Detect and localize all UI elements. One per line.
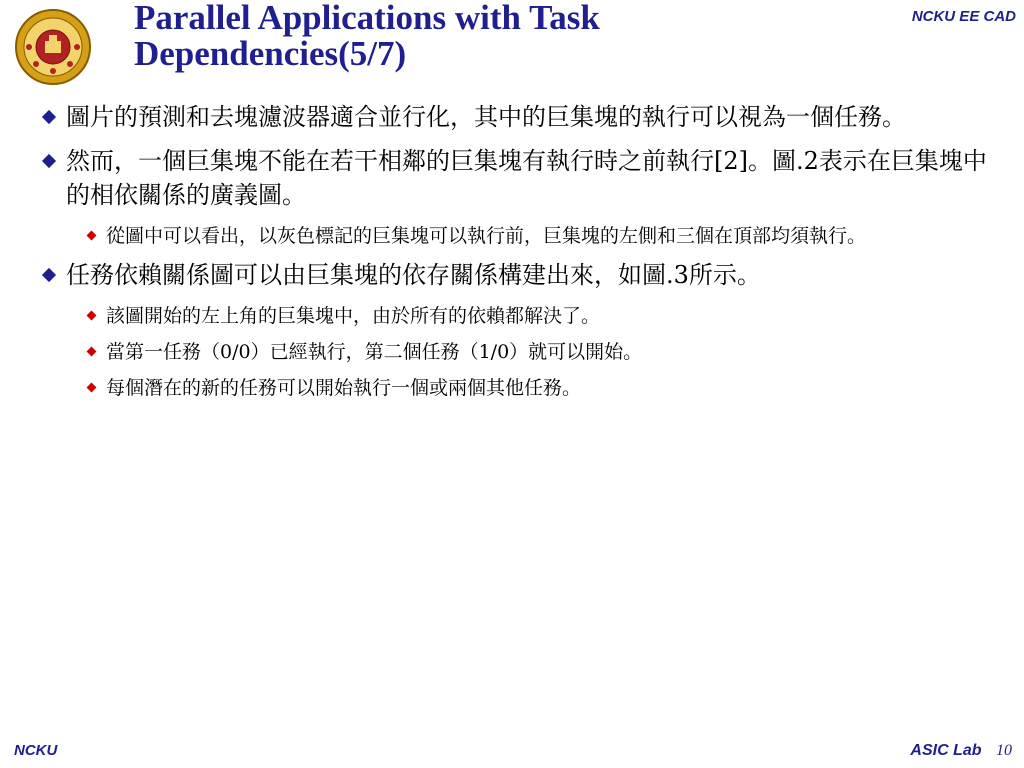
bullet-text: 然而，一個巨集塊不能在若干相鄰的巨集塊有執行時之前執行[2]。圖.2表示在巨集塊中的相依關係的廣義圖。 <box>66 147 987 209</box>
sub-bullet-text: 從圖中可以看出，以灰色標記的巨集塊可以執行前，巨集塊的左側和三個在頂部均須執行。 <box>106 225 867 247</box>
sub-bullet-text: 每個潛在的新的任務可以開始執行一個或兩個其他任務。 <box>106 377 582 399</box>
bullet-level1 <box>42 144 992 212</box>
bullet-level2 <box>86 338 992 366</box>
diamond-bullet-icon <box>42 268 56 282</box>
page-number: 10 <box>996 742 1012 759</box>
university-seal-logo <box>14 8 92 86</box>
diamond-bullet-icon <box>87 311 97 321</box>
diamond-bullet-icon <box>87 231 97 241</box>
bullet-level2 <box>86 374 992 402</box>
university-seal-icon <box>14 8 92 86</box>
slide-content <box>42 100 992 410</box>
diamond-bullet-icon <box>87 347 97 357</box>
sub-bullet-text: 該圖開始的左上角的巨集塊中，由於所有的依賴都解決了。 <box>106 305 601 327</box>
diamond-bullet-icon <box>42 110 56 124</box>
diamond-bullet-icon <box>87 383 97 393</box>
slide-title: Parallel Applications with Task Dependencies(5/7) <box>134 0 600 73</box>
diamond-bullet-icon <box>42 154 56 168</box>
bullet-level1 <box>42 258 992 292</box>
bullet-level1 <box>42 100 992 134</box>
bullet-level2 <box>86 222 992 250</box>
sub-bullet-text: 當第一任務（0/0）已經執行，第二個任務（1/0）就可以開始。 <box>106 341 643 363</box>
footer-org: NCKU <box>14 742 58 759</box>
bullet-level2 <box>86 302 992 330</box>
bullet-text: 圖片的預測和去塊濾波器適合並行化，其中的巨集塊的執行可以視為一個任務。 <box>66 103 906 131</box>
org-tag: NCKU EE CAD <box>911 8 1016 25</box>
bullet-text: 任務依賴關係圖可以由巨集塊的依存關係構建出來，如圖.3所示。 <box>66 261 761 289</box>
footer-right <box>910 742 1012 760</box>
footer-lab: ASIC Lab <box>910 742 982 759</box>
